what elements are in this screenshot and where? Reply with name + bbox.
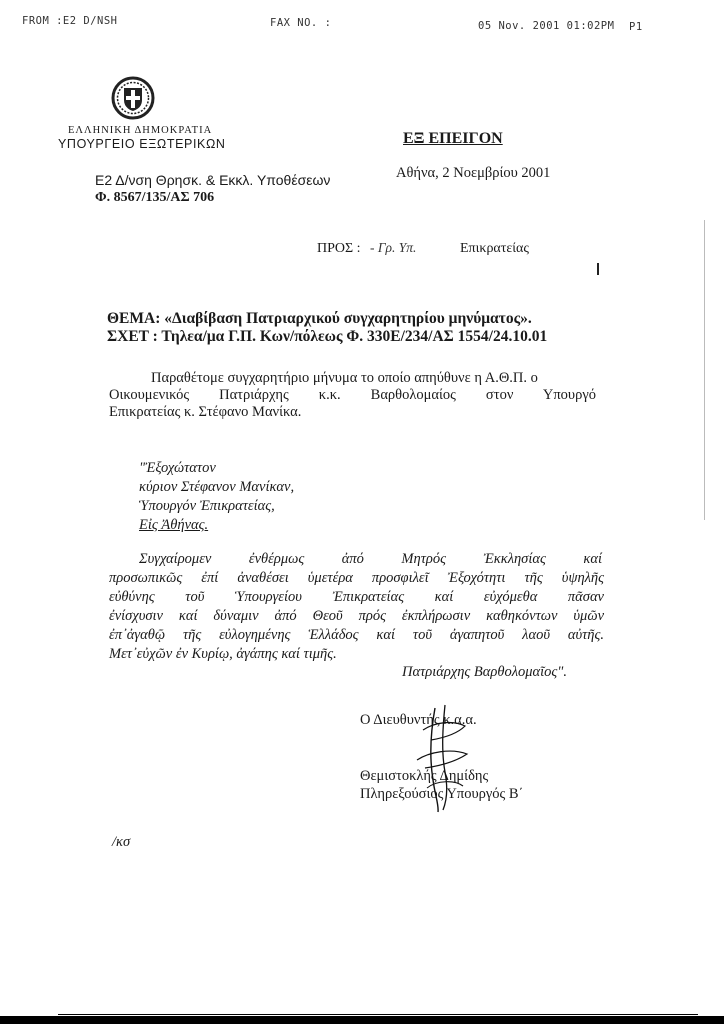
place-date: Αθήνα, 2 Νοεμβρίου 2001 (396, 165, 551, 181)
message-signoff: Πατριάρχης Βαρθολομαῖος". (402, 664, 568, 680)
handwritten-signature (405, 700, 490, 815)
subject-title: ΘΕΜΑ: «Διαβίβαση Πατριαρχικού συγχαρητηρίου μηνύματος». (107, 310, 532, 327)
address-line: "Ἐξοχώτατον (139, 460, 216, 476)
message-line: Μετ᾽εὐχῶν ἐν Κυρίῳ, ἀγάπης καί τιμῆς. (109, 646, 337, 662)
recipient-handwritten: - Γρ. Υπ. (370, 240, 417, 255)
scan-edge-line (704, 220, 705, 520)
address-line: Ὑπουργόν Ἐπικρατείας, (139, 498, 275, 514)
urgency-stamp: ΕΞ ΕΠΕΙΓΟΝ (403, 130, 503, 147)
message-line: ἐπ᾽ἀγαθῷ τῆς εὐλογημένης Ἑλλάδος καί τοῦ ἀγαπητοῦ λαοῦ αὐτῆς. (109, 627, 604, 643)
ministry-name: ΥΠΟΥΡΓΕΙΟ ΕΞΩΤΕΡΙΚΩΝ (58, 137, 226, 151)
recipient-office: Επικρατείας (460, 241, 529, 256)
scan-bottom-rule (58, 1014, 698, 1015)
recipient-prefix: ΠΡΟΣ : (317, 241, 361, 256)
message-line: ἐνίσχυσιν καί δύναμιν ἀπό Θεοῦ πρός ἐκπλήρωσιν καθηκόντων ὑμῶν (109, 608, 604, 624)
signatory-name: Θεμιστοκλής Δημίδης (360, 768, 489, 784)
message-line: προσωπικῶς ἐπί ἀναθέσει ὑμετέρα προσφιλεῖ Ἐξοχότητι τῆς ὑψηλῆς (109, 570, 604, 586)
intro-line: Παραθέτομε συγχαρητήριο μήνυμα το οποίο απηύθυνε η Α.Θ.Π. ο (151, 370, 538, 386)
address-line: Εἰς Ἀθήνας. (139, 517, 209, 533)
fax-from: FROM :E2 D/NSH (22, 15, 118, 27)
subject-reference: ΣΧΕΤ : Τηλεα/μα Γ.Π. Κων/πόλεως Φ. 330Ε/234/ΑΣ 1554/24.10.01 (107, 328, 548, 345)
fax-number-label: FAX NO. : (270, 17, 332, 29)
coat-of-arms-icon (111, 76, 155, 120)
reference-number: Φ. 8567/135/ΑΣ 706 (95, 190, 215, 205)
typist-initials: /κσ (112, 834, 131, 850)
address-line: κύριον Στέφανον Μανίκαν, (139, 479, 295, 495)
scan-bottom-bar (0, 1016, 724, 1024)
margin-mark (597, 263, 599, 275)
signatory-title: Πληρεξούσιος Υπουργός Β΄ (360, 786, 524, 802)
sender-department: Ε2 Δ/νση Θρησκ. & Εκκλ. Υποθέσεων (95, 172, 331, 188)
intro-line: Επικρατείας κ. Στέφανο Μανίκα. (109, 404, 302, 420)
republic-name: ΕΛΛΗΝΙΚΗ ΔΗΜΟΚΡΑΤΙΑ (68, 125, 213, 136)
fax-page: P1 (629, 21, 643, 33)
director-label: Ο Διευθυντής κ.α.α. (360, 712, 477, 728)
message-line: εὐθύνης τοῦ Ὑπουργείου Ἐπικρατείας καί εὐχόμεθα πᾶσαν (109, 589, 604, 605)
message-line: Συγχαίρομεν ἐνθέρμως ἀπό Μητρός Ἐκκλησίας καί (139, 551, 602, 567)
fax-datetime: 05 Nov. 2001 01:02PM (478, 20, 615, 32)
intro-line: Οικουμενικός Πατριάρχης κ.κ. Βαρθολομαίος στον Υπουργό (109, 387, 596, 403)
